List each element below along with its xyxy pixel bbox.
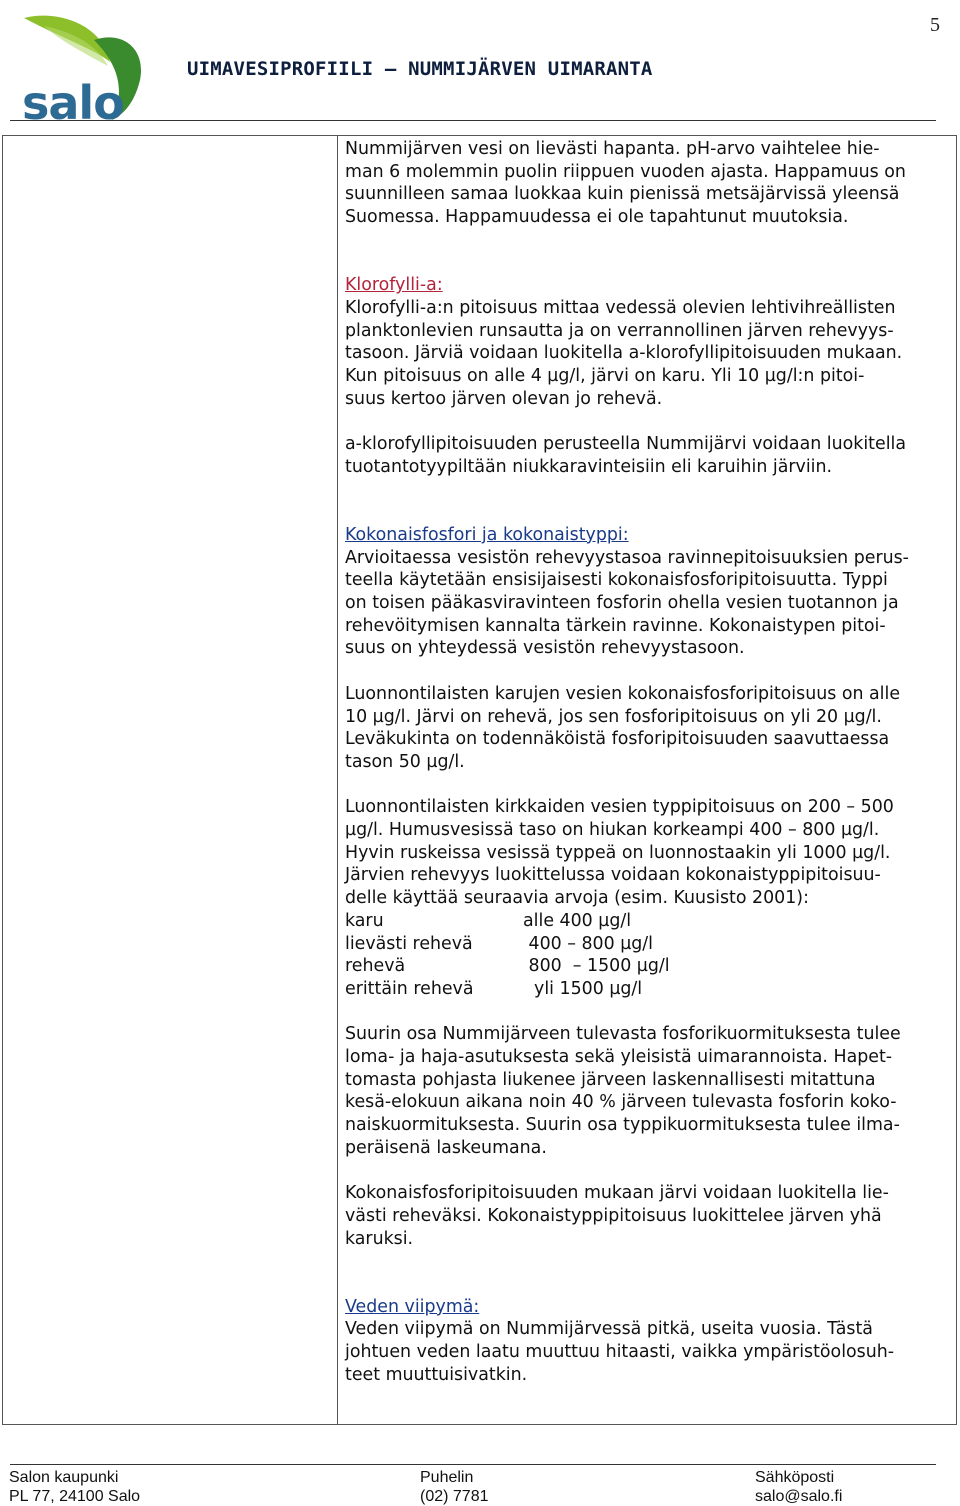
footer-divider xyxy=(10,1464,936,1465)
classification-table xyxy=(345,910,945,1001)
text-line: man 6 molemmin puolin riippuen vuoden ajasta. Happamuus on xyxy=(345,161,906,182)
footer-email-address: salo@salo.fi xyxy=(755,1488,843,1505)
text-line: tason 50 µg/l. xyxy=(345,751,465,772)
class-label: rehevä xyxy=(345,956,406,977)
text-line: Veden viipymä on Nummijärvessä pitkä, useita vuosia. Tästä xyxy=(345,1319,873,1340)
footer-org: Salon kaupunki xyxy=(9,1469,119,1486)
text-line: Kokonaisfosforipitoisuuden mukaan järvi voidaan luokitella lie- xyxy=(345,1183,889,1204)
section-heading-fosfori: Kokonaisfosfori ja kokonaistyppi: xyxy=(345,524,629,545)
classification-row xyxy=(345,955,945,978)
text-line: Suomessa. Happamuudessa ei ole tapahtunut muutoksia. xyxy=(345,207,849,228)
class-label: erittäin rehevä xyxy=(345,978,474,999)
text-line: Arvioitaessa vesistön rehevyystasoa ravinnepitoisuuksien perus- xyxy=(345,547,909,568)
text-line: delle käyttää seuraavia arvoja (esim. Kuusisto 2001): xyxy=(345,888,809,909)
text-line: Hyvin ruskeissa vesissä typpeä on luonnostaakin yli 1000 µg/l. xyxy=(345,842,891,863)
text-line: naiskuormituksesta. Suurin osa typpikuormituksesta tulee ilma- xyxy=(345,1115,900,1136)
text-line: peräisenä laskeumana. xyxy=(345,1137,547,1158)
class-label: lievästi rehevä xyxy=(345,933,473,954)
text-line: planktonlevien runsautta ja on verrannollinen järven rehevyys- xyxy=(345,320,894,341)
typpi-paragraph xyxy=(345,796,945,910)
classification-row xyxy=(345,933,945,956)
text-line: suus kertoo järven olevan jo rehevä. xyxy=(345,388,663,409)
text-line: rehevöitymisen kannalta tärkein ravinne. Kokonaistypen pitoi- xyxy=(345,615,886,636)
klorofylli-paragraph xyxy=(345,297,945,411)
section-heading-klorofylli: Klorofylli-a: xyxy=(345,275,443,296)
text-line: Luonnontilaisten karujen vesien kokonaisfosforipitoisuus on alle xyxy=(345,683,901,704)
text-line: tasoon. Järviä voidaan luokitella a-klorofyllipitoisuuden mukaan. xyxy=(345,343,903,364)
document-title: UIMAVESIPROFIILI – NUMMIJÄRVEN UIMARANTA xyxy=(187,58,653,80)
classification-row xyxy=(345,910,945,933)
text-line: Luonnontilaisten kirkkaiden vesien typpipitoisuus on 200 – 500 xyxy=(345,797,894,818)
text-line: suunnilleen samaa luokkaa kuin pienissä metsäjärvissä yleensä xyxy=(345,184,900,205)
text-line: on toisen pääkasviravinteen fosforin ohella vesien tuotannon ja xyxy=(345,593,899,614)
text-line: Järvien rehevyys luokittelussa voidaan kokonaistyppipitoisuu- xyxy=(345,865,881,886)
text-line: tomasta pohjasta liukenee järveen laskennallisesti mitattuna xyxy=(345,1069,876,1090)
text-line: 10 µg/l. Järvi on rehevä, jos sen fosforipitoisuus on yli 20 µg/l. xyxy=(345,706,882,727)
class-value: 400 – 800 µg/l xyxy=(523,933,653,954)
klorofylli-conclusion xyxy=(345,433,945,478)
header-divider xyxy=(10,120,936,121)
text-line: karuksi. xyxy=(345,1228,414,1249)
footer-email xyxy=(755,1468,842,1506)
intro-paragraph xyxy=(345,138,945,229)
text-line: Kun pitoisuus on alle 4 µg/l, järvi on karu. Yli 10 µg/l:n pitoi- xyxy=(345,366,865,387)
salo-logo xyxy=(14,10,154,130)
logo-wordmark: salo xyxy=(22,76,124,130)
text-line: suus on yhteydessä vesistön rehevyystasoon. xyxy=(345,638,745,659)
text-line: johtuen veden laatu muuttuu hitaasti, vaikka ympäristöolosuh- xyxy=(345,1342,895,1363)
text-line: a-klorofyllipitoisuuden perusteella Nummijärvi voidaan luokitella xyxy=(345,434,907,455)
luokitus-paragraph xyxy=(345,1182,945,1250)
text-line: Nummijärven vesi on lievästi hapanta. pH-arvo vaihtelee hie- xyxy=(345,139,880,159)
content-column xyxy=(345,138,945,1387)
footer-phone xyxy=(420,1468,489,1506)
footer-email-label: Sähköposti xyxy=(755,1469,835,1486)
text-line: loma- ja haja-asutuksesta sekä yleisistä uimarannoista. Hapet- xyxy=(345,1047,893,1068)
footer-postal: PL 77, 24100 Salo xyxy=(9,1488,141,1505)
kuormitus-paragraph xyxy=(345,1023,945,1159)
footer-phone-number: (02) 7781 xyxy=(420,1488,489,1505)
class-value: 800 – 1500 µg/l xyxy=(523,956,670,977)
fosfori-levels-paragraph xyxy=(345,683,945,774)
text-line: västi reheväksi. Kokonaistyppipitoisuus luokittelee järven yhä xyxy=(345,1205,882,1226)
text-line: tuotantotyypiltään niukkaravinteisiin eli karuihin järviin. xyxy=(345,456,833,477)
text-line: Klorofylli-a:n pitoisuus mittaa vedessä olevien lehtivihreällisten xyxy=(345,297,896,318)
class-value: yli 1500 µg/l xyxy=(523,978,643,999)
section-heading-viipyma: Veden viipymä: xyxy=(345,1296,480,1317)
class-label: karu xyxy=(345,910,384,931)
footer-phone-label: Puhelin xyxy=(420,1469,474,1486)
text-line: Suurin osa Nummijärveen tulevasta fosforikuormituksesta tulee xyxy=(345,1024,901,1045)
text-line: Leväkukinta on todennäköistä fosforipitoisuuden saavuttaessa xyxy=(345,729,890,750)
classification-row xyxy=(345,978,945,1001)
page-number: 5 xyxy=(930,14,940,36)
viipyma-paragraph xyxy=(345,1318,945,1386)
text-line: µg/l. Humusvesissä taso on hiukan korkeampi 400 – 800 µg/l. xyxy=(345,820,880,841)
text-line: teet muuttuisivatkin. xyxy=(345,1364,528,1385)
column-divider xyxy=(337,135,338,1425)
text-line: teella käytetään ensisijaisesti kokonaisfosforipitoisuutta. Typpi xyxy=(345,570,888,591)
class-value: alle 400 µg/l xyxy=(523,910,632,931)
text-line: kesä-elokuun aikana noin 40 % järveen tulevasta fosforin koko- xyxy=(345,1092,897,1113)
footer-address xyxy=(9,1468,140,1506)
fosfori-paragraph xyxy=(345,547,945,661)
